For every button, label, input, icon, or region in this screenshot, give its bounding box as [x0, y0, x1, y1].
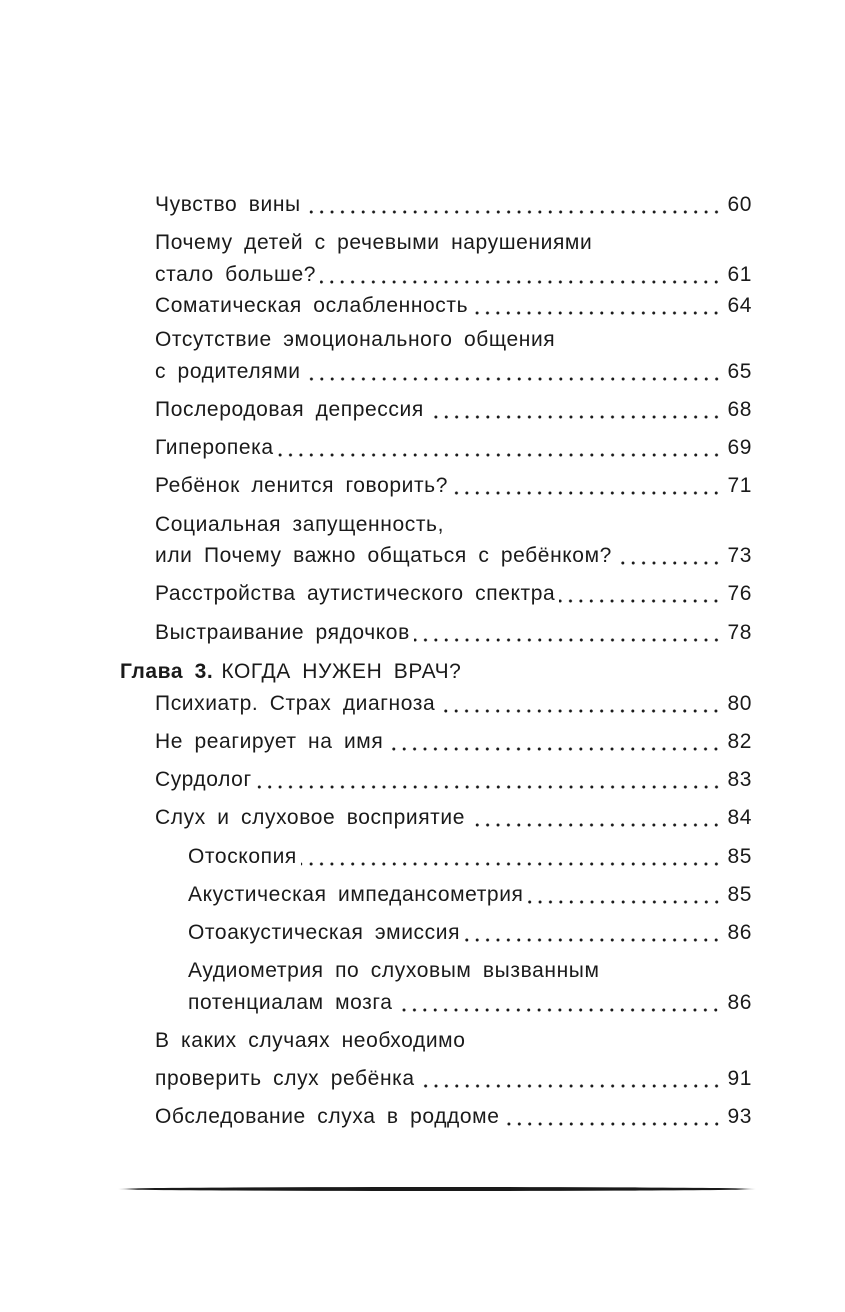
- dot-leader: [256, 766, 722, 794]
- entry-title: потенциалам мозга: [188, 991, 393, 1014]
- entry-title: Аудиометрия по слуховым вызванным: [188, 959, 600, 982]
- page-number: 69: [727, 436, 752, 459]
- page-number: 60: [727, 193, 752, 216]
- toc-entry[interactable]: [155, 511, 752, 539]
- page-number: 82: [727, 730, 752, 753]
- page-number: 85: [727, 883, 752, 906]
- entry-title: Обследование слуха в роддоме: [155, 1105, 500, 1128]
- dot-leader: [387, 728, 721, 756]
- toc-entry[interactable]: [155, 472, 752, 500]
- page-number: 85: [727, 845, 752, 868]
- toc-entry[interactable]: [155, 358, 752, 386]
- page-number: 78: [727, 621, 752, 644]
- page-number: 76: [727, 582, 752, 605]
- entry-title: Гиперопека: [155, 436, 274, 459]
- entry-title: Отоакустическая эмиссия: [188, 921, 461, 944]
- page-number: 93: [727, 1105, 752, 1128]
- dot-leader: [320, 261, 721, 289]
- dot-leader: [305, 358, 722, 386]
- entry-title: Почему детей с речевыми нарушениями: [155, 231, 593, 254]
- entry-title: В каких случаях необходимо: [155, 1029, 466, 1052]
- page-number: 83: [727, 768, 752, 791]
- dot-leader: [419, 1065, 722, 1093]
- dot-leader: [278, 434, 722, 462]
- dot-leader: [528, 881, 722, 909]
- toc-entry[interactable]: [155, 229, 752, 257]
- entry-title: Расстройства аутистического спектра: [155, 582, 556, 605]
- toc-entry[interactable]: [155, 326, 752, 354]
- entry-title: Слух и слуховое восприятие: [155, 806, 466, 829]
- page-number: 64: [727, 294, 752, 317]
- page-number: 84: [727, 806, 752, 829]
- entry-title: Акустическая импедансометрия: [188, 883, 524, 906]
- entry-title: Выстраивание рядочков: [155, 621, 410, 644]
- dot-leader: [301, 843, 722, 871]
- page-number: 91: [727, 1067, 752, 1090]
- dot-leader: [616, 542, 722, 570]
- toc-entry[interactable]: [155, 261, 752, 289]
- entry-title: Социальная запущенность,: [155, 513, 445, 536]
- entry-title: Чувство вины: [155, 193, 301, 216]
- toc-entry[interactable]: [155, 434, 752, 462]
- toc-entry[interactable]: [155, 1065, 752, 1093]
- toc-entry[interactable]: [155, 690, 752, 718]
- toc-entry[interactable]: [155, 1103, 752, 1131]
- page-number: 61: [727, 263, 752, 286]
- toc-entry[interactable]: [155, 728, 752, 756]
- toc-entry[interactable]: [155, 292, 752, 320]
- toc-subentry[interactable]: [188, 843, 752, 871]
- page-number: 86: [727, 991, 752, 1014]
- toc-entry[interactable]: [155, 1027, 752, 1055]
- toc-entry[interactable]: [155, 542, 752, 570]
- footer-rule: [118, 1187, 756, 1191]
- toc-entry[interactable]: [155, 191, 752, 219]
- toc-entry[interactable]: [155, 619, 752, 647]
- dot-leader: [305, 191, 722, 219]
- entry-title: проверить слух ребёнка: [155, 1067, 415, 1090]
- page-number: 65: [727, 360, 752, 383]
- toc-entry[interactable]: [155, 766, 752, 794]
- toc-subentry[interactable]: [188, 881, 752, 909]
- toc-subentry[interactable]: [188, 957, 752, 985]
- dot-leader: [452, 472, 721, 500]
- dot-leader: [414, 619, 722, 647]
- toc-subentry[interactable]: [188, 919, 752, 947]
- toc-subentry[interactable]: [188, 989, 752, 1017]
- dot-leader: [396, 989, 721, 1017]
- dot-leader: [464, 919, 721, 947]
- page-number: 68: [727, 398, 752, 421]
- dot-leader: [439, 690, 721, 718]
- dot-leader: [559, 580, 721, 608]
- entry-title: или Почему важно общаться с ребёнком?: [155, 544, 612, 567]
- page-number: 73: [727, 544, 752, 567]
- chapter-label: Глава 3.: [120, 660, 214, 683]
- entry-title: Сурдолог: [155, 768, 252, 791]
- page-number: 80: [727, 692, 752, 715]
- page-number: 71: [727, 474, 752, 497]
- dot-leader: [428, 396, 722, 424]
- entry-title: Послеродовая депрессия: [155, 398, 424, 421]
- entry-title: Психиатр. Страх диагноза: [155, 692, 436, 715]
- dot-leader: [504, 1103, 722, 1131]
- chapter-title: КОГДА НУЖЕН ВРАЧ?: [221, 660, 462, 683]
- entry-title: Соматическая ослабленность: [155, 294, 469, 317]
- toc-entry[interactable]: [155, 396, 752, 424]
- entry-title: Ребёнок ленится говорить?: [155, 474, 449, 497]
- entry-title: Отсутствие эмоционального общения: [155, 328, 556, 351]
- toc-entry[interactable]: [155, 580, 752, 608]
- toc-entry[interactable]: [155, 804, 752, 832]
- entry-title: с родителями: [155, 360, 301, 383]
- entry-title: стало больше?: [155, 263, 317, 286]
- chapter-heading[interactable]: [120, 658, 752, 686]
- dot-leader: [469, 804, 721, 832]
- entry-title: Не реагирует на имя: [155, 730, 384, 753]
- entry-title: Отоскопия: [188, 845, 297, 868]
- page-number: 86: [727, 921, 752, 944]
- dot-leader: [472, 292, 721, 320]
